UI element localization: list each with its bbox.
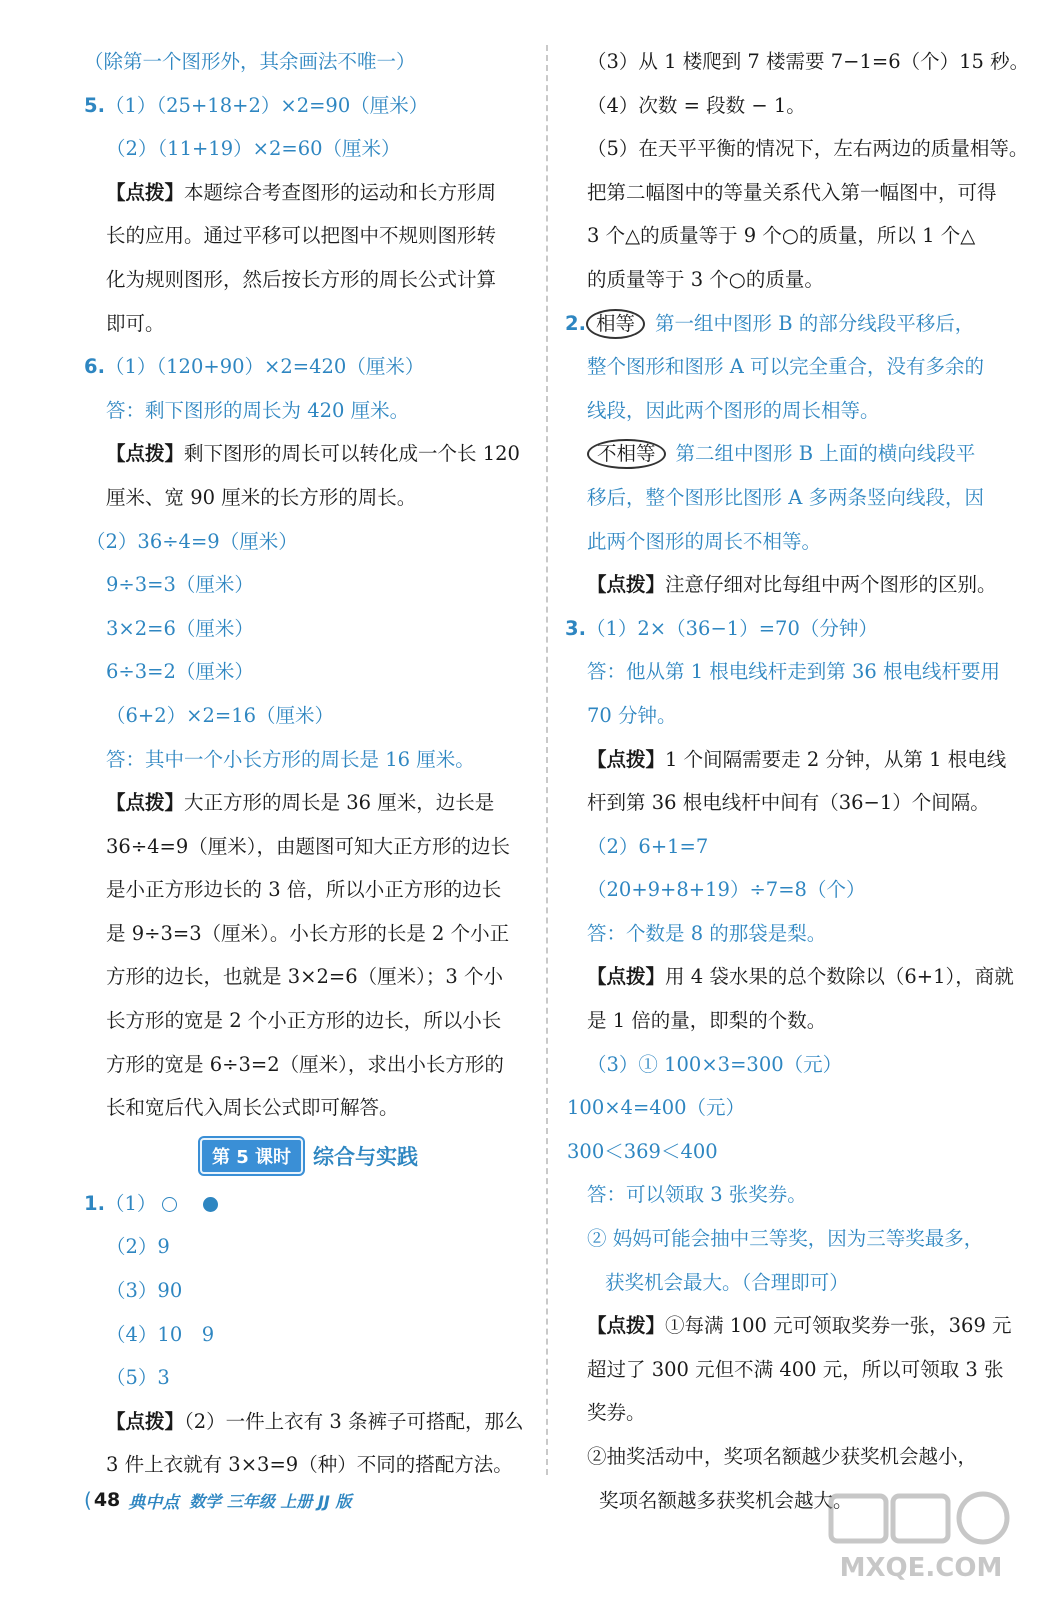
text-line (84, 84, 534, 128)
line-text: （4）10 9 (106, 1322, 215, 1346)
text-line (565, 694, 1010, 738)
page-footer (84, 1480, 351, 1520)
text-line (84, 694, 534, 738)
text-line (565, 1086, 1010, 1130)
tip-label: 【点拨】 (106, 180, 185, 204)
text-line (84, 955, 534, 999)
tip-label: 【点拨】 (106, 791, 185, 815)
line-text: 整个图形和图形 A 可以完全重合，没有多余的 (587, 355, 984, 379)
line-text: （1）（25+18+2）×2=90（厘米） (104, 93, 429, 117)
text-line (84, 1182, 534, 1226)
line-text: 答：其中一个小长方形的周长是 16 厘米。 (106, 747, 475, 771)
tip-line (84, 1400, 534, 1444)
line-text: 化为规则图形，然后按长方形的周长公式计算 (106, 267, 497, 291)
text-line (565, 389, 1010, 433)
line-text: 长方形的宽是 2 个小正方形的边长，所以小长 (106, 1009, 502, 1033)
text-line (84, 738, 534, 782)
text-line (84, 825, 534, 869)
footer-brand: 典中点 (128, 1492, 180, 1513)
text-line (565, 607, 1010, 651)
text-line (84, 1269, 534, 1313)
text-line (84, 650, 534, 694)
text-line (565, 1043, 1010, 1087)
line-text: 答：他从第 1 根电线杆走到第 36 根电线杆要用 (587, 660, 1001, 684)
line-text: 注意仔细对比每组中两个图形的区别。 (665, 573, 997, 597)
line-text: （1）（120+90）×2=420（厘米） (104, 355, 425, 379)
line-text: （3）① 100×3=300（元） (587, 1052, 843, 1076)
line-text: （2）6+1=7 (587, 834, 709, 858)
line-text: 6÷3=2（厘米） (106, 660, 254, 684)
text-line (565, 127, 1029, 171)
text-line (565, 84, 1010, 128)
line-text: 70 分钟。 (587, 703, 677, 727)
text-line (565, 476, 1010, 520)
line-text: 3×2=6（厘米） (106, 616, 254, 640)
line-text: 剩下图形的周长可以转化成一个长 120 (184, 442, 520, 466)
line-text: 本题综合考查图形的运动和长方形周 (184, 180, 497, 204)
line-text: 1 个间隔需要走 2 分钟，从第 1 根电线 (665, 747, 1007, 771)
line-text: 方形的宽是 6÷3=2（厘米），求出小长方形的 (106, 1052, 504, 1076)
line-text: （3）90 (106, 1279, 183, 1303)
watermark-logo (821, 1488, 1021, 1588)
text-line (565, 345, 1010, 389)
line-text: 是 1 倍的量，即梨的个数。 (587, 1009, 827, 1033)
line-text: 3 个△的质量等于 9 个○的质量，所以 1 个△ (587, 224, 976, 248)
line-text: 9÷3=3（厘米） (106, 573, 254, 597)
tip-label: 【点拨】 (587, 573, 666, 597)
line-text: ② 妈妈可能会抽中三等奖，因为三等奖最多， (587, 1227, 984, 1251)
line-text: 即可。 (106, 311, 165, 335)
line-text: （2）（11+19）×2=60（厘米） (106, 137, 401, 161)
footer-swoosh-icon: ( (84, 1488, 92, 1512)
text-line (84, 127, 534, 171)
line-text: 3 件上衣就有 3×3=9（种）不同的搭配方法。 (106, 1453, 513, 1477)
text-line (84, 1313, 534, 1357)
line-text: （2）一件上衣有 3 条裤子可搭配，那么 (184, 1409, 524, 1433)
question-number: 2. (565, 311, 586, 335)
line-text: 厘米、宽 90 厘米的长方形的周长。 (106, 485, 417, 509)
tip-line (565, 563, 1010, 607)
line-text: （3）从 1 楼爬到 7 楼需要 7−1=6（个）15 秒。 (587, 50, 1030, 73)
text-line (84, 345, 534, 389)
text-line (565, 1217, 1010, 1261)
text-line (565, 1391, 1010, 1435)
column-divider (546, 45, 548, 1475)
text-line (84, 520, 534, 564)
line-text: 100×4=400（元） (567, 1096, 746, 1120)
open-circle-icon (162, 1197, 177, 1212)
line-text: 超过了 300 元但不满 400 元，所以可领取 3 张 (587, 1357, 1004, 1381)
text-line (565, 1130, 1010, 1174)
line-text: 的质量等于 3 个○的质量。 (587, 267, 824, 291)
text-line (84, 40, 534, 84)
line-text: ②抽奖活动中，奖项名额越少获奖机会越小， (587, 1445, 978, 1468)
text-line (84, 563, 534, 607)
text-line (565, 171, 1010, 215)
line-text: 奖券。 (587, 1401, 646, 1425)
text-line (565, 302, 1010, 346)
text-line (565, 999, 1010, 1043)
tip-label: 【点拨】 (587, 965, 666, 989)
text-line (565, 1173, 1010, 1217)
line-text: 300＜369＜400 (567, 1139, 718, 1163)
tip-label: 【点拨】 (106, 442, 185, 466)
text-line (565, 40, 1030, 84)
line-text: 方形的边长，也就是 3×2=6（厘米）；3 个小 (106, 965, 503, 989)
text-line (84, 868, 534, 912)
text-line (84, 214, 534, 258)
text-line (84, 1225, 534, 1269)
lesson-title: 综合与实践 (313, 1144, 419, 1169)
tip-line (84, 432, 534, 476)
tip-line (565, 1304, 1010, 1348)
line-text: （5）在天平平衡的情况下，左右两边的质量相等。 (587, 137, 1029, 161)
text-line (565, 1348, 1010, 1392)
text-line (84, 999, 534, 1043)
text-line (565, 912, 1010, 956)
filled-circle-icon (203, 1197, 218, 1212)
tip-line (84, 781, 534, 825)
line-text: 大正方形的周长是 36 厘米，边长是 (184, 791, 495, 815)
footer-book-title: 数学 三年级 上册 JJ 版 (189, 1491, 352, 1511)
right-column (565, 40, 1030, 1522)
line-text: （20+9+8+19）÷7=8（个） (587, 878, 866, 902)
tip-label: 【点拨】 (106, 1409, 185, 1433)
tip-label: 【点拨】 (587, 1314, 666, 1338)
line-text: 答：个数是 8 的那袋是梨。 (587, 921, 827, 945)
line-text: （1） (104, 1191, 157, 1215)
watermark-text: MXQE.COM (839, 1553, 1003, 1583)
text-line (84, 302, 534, 346)
text-line (84, 1086, 534, 1130)
line-text: （4）次数 = 段数 − 1。 (587, 93, 806, 117)
question-number: 6. (84, 355, 105, 379)
text-line (565, 650, 1010, 694)
line-text: 长和宽后代入周长公式即可解答。 (106, 1096, 399, 1120)
line-text: 是小正方形边长的 3 倍，所以小正方形的边长 (106, 878, 502, 902)
text-line (565, 781, 1010, 825)
line-text: （1）2×（36−1）=70（分钟） (585, 616, 878, 640)
text-line (84, 258, 534, 302)
text-line (565, 520, 1010, 564)
text-line (565, 868, 1010, 912)
text-line (84, 389, 534, 433)
text-line (565, 1435, 1010, 1479)
line-text: 把第二幅图中的等量关系代入第一幅图中，可得 (587, 180, 997, 204)
page-number: 48 (93, 1489, 121, 1511)
line-text: 线段，因此两个图形的周长相等。 (587, 398, 880, 422)
lesson-badge: 第 5 课时 (200, 1138, 303, 1174)
circled-answer: 不相等 (587, 439, 666, 469)
text-line (565, 1261, 1010, 1305)
line-text: 获奖机会最大。（合理即可） (605, 1270, 849, 1294)
line-text: 此两个图形的周长不相等。 (587, 529, 822, 553)
tip-line (565, 955, 1014, 999)
text-line (84, 1356, 534, 1400)
question-number: 3. (565, 616, 586, 640)
tip-label: 【点拨】 (587, 747, 666, 771)
text-line (84, 476, 534, 520)
line-text: 长的应用。通过平移可以把图中不规则图形转 (106, 224, 497, 248)
text-line (84, 1043, 534, 1087)
line-text: ①每满 100 元可领取奖券一张，369 元 (665, 1314, 1012, 1338)
line-text: 是 9÷3=3（厘米）。小长方形的长是 2 个小正 (106, 921, 510, 945)
text-line (565, 258, 1010, 302)
line-text: （5）3 (106, 1366, 170, 1390)
text-line (84, 912, 534, 956)
line-text: （6+2）×2=16（厘米） (106, 703, 335, 727)
lesson-header (84, 1130, 534, 1182)
line-text: 奖项名额越多获奖机会越大。 (599, 1488, 853, 1512)
circled-answer: 相等 (586, 309, 645, 339)
line-text: （2）36÷4=9（厘米） (86, 529, 298, 553)
text-line (565, 432, 1010, 476)
tip-line (565, 738, 1010, 782)
tip-line (84, 171, 534, 215)
line-text: 36÷4=9（厘米），由题图可知大正方形的边长 (106, 834, 511, 858)
question-number: 1. (84, 1191, 105, 1215)
line-text: 杆到第 36 根电线杆中间有（36−1）个间隔。 (587, 791, 990, 815)
line-text: （2）9 (106, 1235, 170, 1259)
line-text: 第二组中图形 B 上面的横向线段平 (675, 442, 976, 466)
left-column (84, 40, 534, 1487)
line-text: 移后，整个图形比图形 A 多两条竖向线段，因 (587, 485, 984, 509)
line-text: 用 4 袋水果的总个数除以（6+1），商就 (665, 965, 1014, 989)
question-number: 5. (84, 93, 105, 117)
text-line (84, 607, 534, 651)
line-text: 答：可以领取 3 张奖券。 (587, 1183, 807, 1207)
text-line (565, 825, 1010, 869)
line-text: （除第一个图形外，其余画法不唯一） (84, 50, 416, 73)
text-line (565, 214, 1010, 258)
line-text: 第一组中图形 B 的部分线段平移后， (655, 311, 975, 335)
line-text: 答：剩下图形的周长为 420 厘米。 (106, 398, 410, 422)
